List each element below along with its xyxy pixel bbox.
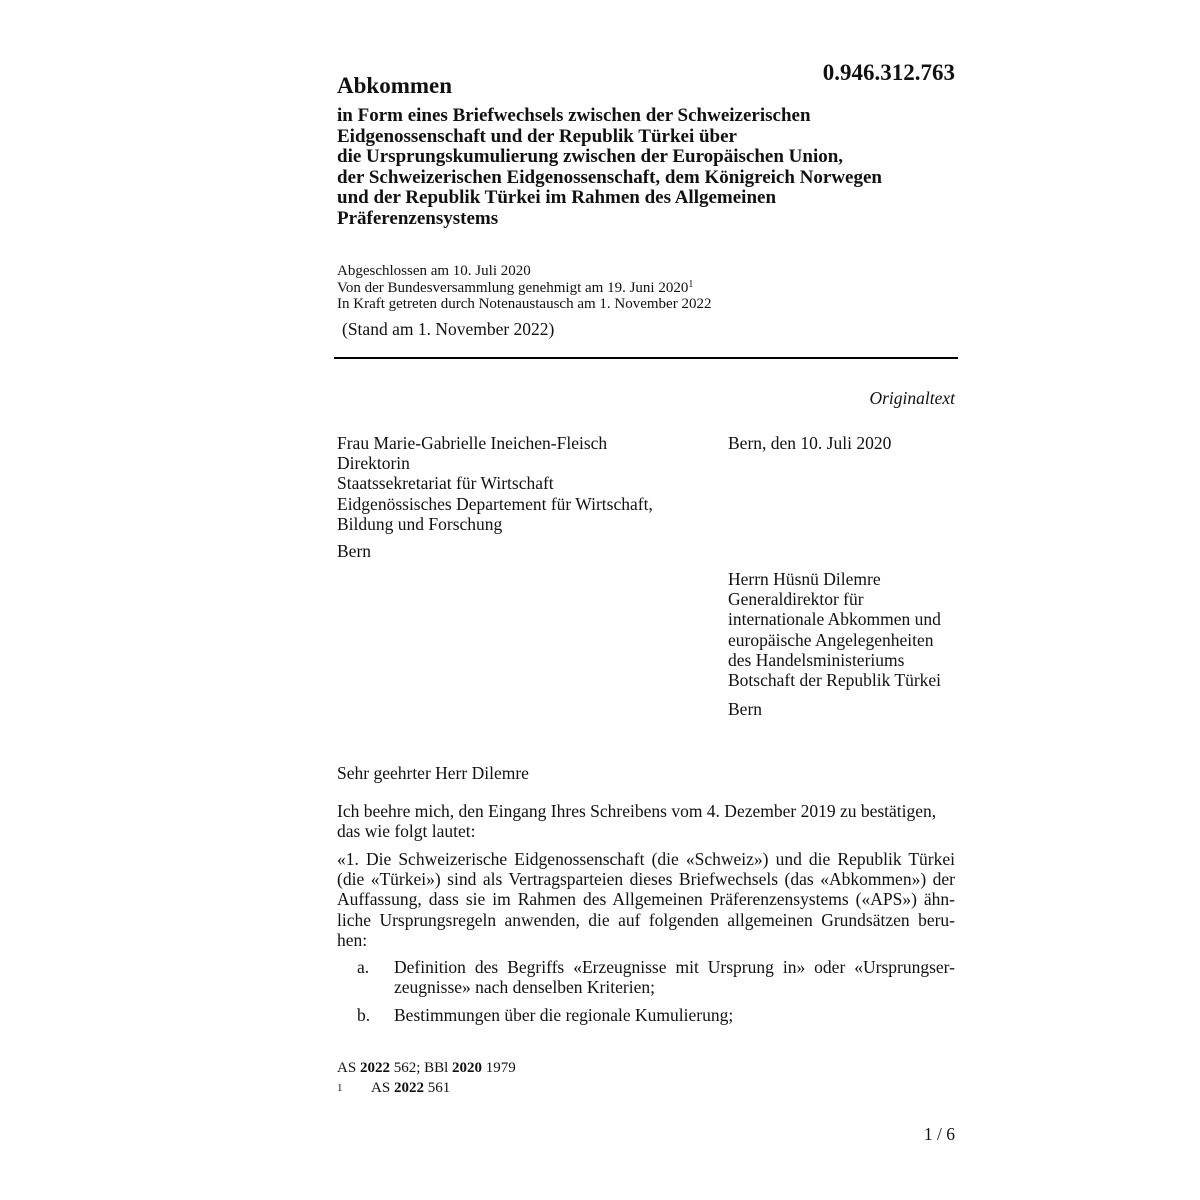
- fn1-page: 561: [427, 1080, 451, 1096]
- ref-bbl-page: 1979: [485, 1060, 516, 1076]
- paragraph-line: Ich beehre mich, den Eingang Ihres Schreibens vom 4. Dezember 2019 zu bestätigen,: [337, 801, 937, 821]
- paragraph-line: das wie folgt lautet:: [337, 821, 476, 842]
- header-divider: [334, 357, 958, 359]
- subtitle-line: Eidgenossenschaft und der Republik Türkei über: [337, 125, 737, 147]
- list-line: Bestimmungen über die regionale Kumulierung;: [394, 1005, 734, 1025]
- concluded-date: Abgeschlossen am 10. Juli 2020: [337, 263, 531, 279]
- approved-text: Von der Bundesversammlung genehmigt am 19. Juni 2020: [337, 279, 689, 296]
- list-line: zeugnisse» nach denselben Kriterien;: [394, 977, 655, 998]
- sender-line: Direktorin: [337, 453, 410, 474]
- list-text: [394, 1005, 955, 1025]
- list-item-a: [357, 957, 955, 999]
- subtitle-line: Präferenzensystems: [337, 207, 499, 229]
- page-number: 1 / 6: [923, 1124, 955, 1144]
- document-subtitle: [337, 106, 957, 229]
- source-reference: [337, 1058, 516, 1078]
- place-date: Bern, den 10. Juli 2020: [728, 433, 892, 453]
- dates-block: [337, 263, 711, 313]
- list-text: [394, 957, 955, 997]
- ref-bbl-year: 2020: [452, 1060, 483, 1076]
- recipient-line: Herrn Hüsnü Dilemre: [728, 569, 881, 589]
- sender-line: Staatssekretariat für Wirtschaft: [337, 473, 554, 494]
- ref-as-year: 2022: [359, 1060, 390, 1076]
- list-marker: b.: [357, 1005, 371, 1025]
- recipient-line: Botschaft der Republik Türkei: [728, 670, 942, 691]
- list-line: Definition des Begriffs «Erzeugnisse mit Ursprung in» oder «Ursprungser-: [394, 957, 955, 977]
- sender-line: Bildung und Forschung: [337, 513, 503, 534]
- list-item-b: [357, 1005, 955, 1027]
- recipient-address: [728, 569, 941, 690]
- subtitle-line: die Ursprungskumulierung zwischen der Europäischen Union,: [337, 146, 844, 167]
- sender-line: Eidgenössisches Departement für Wirtschaft,: [337, 493, 653, 514]
- paragraph-acknowledgement: [337, 801, 955, 841]
- fn1-as: AS: [371, 1080, 391, 1096]
- approved-date: [337, 280, 711, 297]
- recipient-city: Bern: [728, 699, 763, 719]
- in-force-date: In Kraft getreten durch Notenaustausch am 1. November 2022: [337, 296, 712, 312]
- paragraph-line: (die «Türkei») sind als Vertragsparteien dieses Briefwechsels (das «Abkommen») der: [337, 869, 955, 890]
- document-title: Abkommen: [337, 73, 453, 98]
- paragraph-line: liche Ursprungsregeln anwenden, die auf folgenden allgemeinen Grundsätzen beru-: [337, 909, 955, 930]
- salutation: Sehr geehrter Herr Dilemre: [337, 763, 529, 783]
- footnote-marker: 1: [337, 1082, 343, 1094]
- recipient-line: internationale Abkommen und: [728, 609, 941, 630]
- footnotes: [337, 1058, 516, 1098]
- paragraph-line: hen:: [337, 929, 368, 950]
- list-marker: a.: [357, 957, 370, 977]
- stand-date: (Stand am 1. November 2022): [342, 319, 555, 339]
- sender-city: Bern: [337, 541, 372, 561]
- paragraph-line: Auffassung, dass sie im Rahmen des Allgemeinen Präferenzensystems («APS») ähn-: [337, 889, 955, 910]
- recipient-line: europäische Angelegenheiten: [728, 629, 934, 650]
- ref-as: AS: [337, 1060, 357, 1076]
- document-number: 0.946.312.763: [822, 60, 955, 85]
- ref-as-page: 562; BBl: [393, 1060, 449, 1076]
- sender-address: [337, 433, 653, 534]
- subtitle-line: und der Republik Türkei im Rahmen des Allgemeinen: [337, 187, 777, 208]
- paragraph-quoted-1: [337, 849, 955, 950]
- recipient-line: des Handelsministeriums: [728, 649, 905, 670]
- footnote-1: [337, 1078, 516, 1098]
- recipient-line: Generaldirektor für: [728, 589, 864, 610]
- subtitle-line: in Form eines Briefwechsels zwischen der Schweizerischen: [337, 105, 811, 126]
- paragraph-line: «1. Die Schweizerische Eidgenossenschaft (die «Schweiz») und die Republik Türkei: [337, 849, 955, 869]
- subtitle-line: der Schweizerischen Eidgenossenschaft, dem Königreich Norwegen: [337, 166, 882, 188]
- fn1-year: 2022: [393, 1080, 424, 1096]
- sender-line: Frau Marie-Gabrielle Ineichen-Fleisch: [337, 433, 608, 453]
- original-text-label: Originaltext: [869, 388, 955, 408]
- footnote-ref-1[interactable]: 1: [688, 278, 694, 290]
